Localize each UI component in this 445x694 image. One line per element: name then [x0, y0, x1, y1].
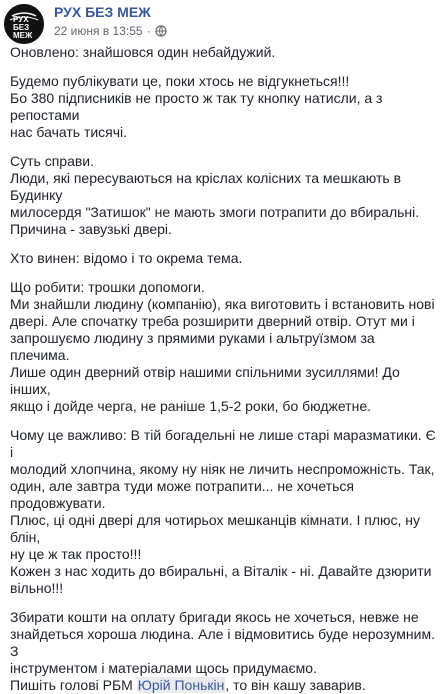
post-line: Кожен з нас ходить до вбиральні, а Віталік - ні. Давайте дзюрити — [10, 563, 432, 579]
page-name-link[interactable]: РУХ БЕЗ МЕЖ — [54, 4, 151, 20]
post-line: вільно!!! — [10, 580, 64, 596]
logo-text-3: МЕЖ — [13, 31, 33, 40]
page-avatar[interactable] — [4, 4, 44, 44]
post-line: Люди, які пересуваються на кріслах колісних та мешкають в Будинку — [10, 170, 402, 203]
post-line: Оновлено: знайшовся один небайдужий. — [10, 44, 276, 60]
post-line-text: , то він кашу заварив. — [225, 677, 366, 693]
post-line: Чому це важливо: В тій богадельні не лише старі маразматики. Є і — [10, 427, 436, 460]
user-tag-link[interactable]: Юрій Понькін — [137, 677, 225, 693]
logo-icon — [4, 4, 44, 44]
post-line-last — [10, 677, 438, 694]
post-line: Суть справи. — [10, 153, 95, 169]
post-line: милосердя "Затишок" не мають змоги потрапити до вбиральні. — [10, 204, 420, 220]
post-line: двері. Але спочатку треба розширити дверний отвір. Отут ми і — [10, 313, 415, 329]
globe-icon[interactable] — [155, 25, 167, 37]
post-line: один, але завтра туди може потрапити... не хочеться продовжувати. — [10, 478, 354, 511]
logo-text-2: БЕЗ — [13, 23, 30, 32]
post-line: Хто винен: відомо і то окрема тема. — [10, 250, 243, 266]
post-line: Будемо публікувати це, поки хтось не відгукнеться!!! — [10, 73, 350, 89]
post-line: ну це ж так просто!!! — [10, 546, 142, 562]
post-body — [10, 44, 438, 694]
logo-text-1: РУХ — [13, 15, 29, 24]
post-line: Збирати кошти на оплату бригади якось не хочеться, невже не — [10, 609, 419, 625]
post-line: запрошуємо людину з прямими руками і альтруїзмом за плечима. — [10, 330, 375, 363]
meta-separator: · — [146, 24, 151, 38]
post-timestamp[interactable]: 22 июня в 13:55 — [54, 24, 143, 38]
post-line: Плюс, ці одні двері для чотирьох мешканців кімнати. І плюс, ну блін, — [10, 512, 421, 545]
post-meta — [54, 24, 167, 38]
post-line: нас бачать тисячі. — [10, 124, 128, 140]
post-line: Лише один дверний отвір нашими спільними зусиллями! До інших, — [10, 364, 400, 397]
post-line: знайдеться хороша людина. Але і відмовитись буде нерозумним. З — [10, 626, 435, 659]
post-line: Ми знайшли людину (компанію), яка виготовить і встановить нові — [10, 296, 435, 312]
post-line: інструментом і матеріалами щось придумаємо. — [10, 660, 317, 676]
post-line: Бо 380 підписників не просто ж так ту кнопку натисли, а з репостами — [10, 90, 383, 123]
post-line: молодий хлопчина, якому ну ніяк не личить неспроможність. Так, — [10, 461, 435, 477]
post-line: Що робити: трошки допомоги. — [10, 279, 205, 295]
post-line: якщо і дойде черга, не раніше 1,5-2 роки, бо бюджетне. — [10, 398, 371, 414]
post-line-text: Пишіть голові РБМ — [10, 677, 137, 693]
post-line: Причина - завузькі двері. — [10, 221, 172, 237]
post-header — [4, 4, 434, 44]
